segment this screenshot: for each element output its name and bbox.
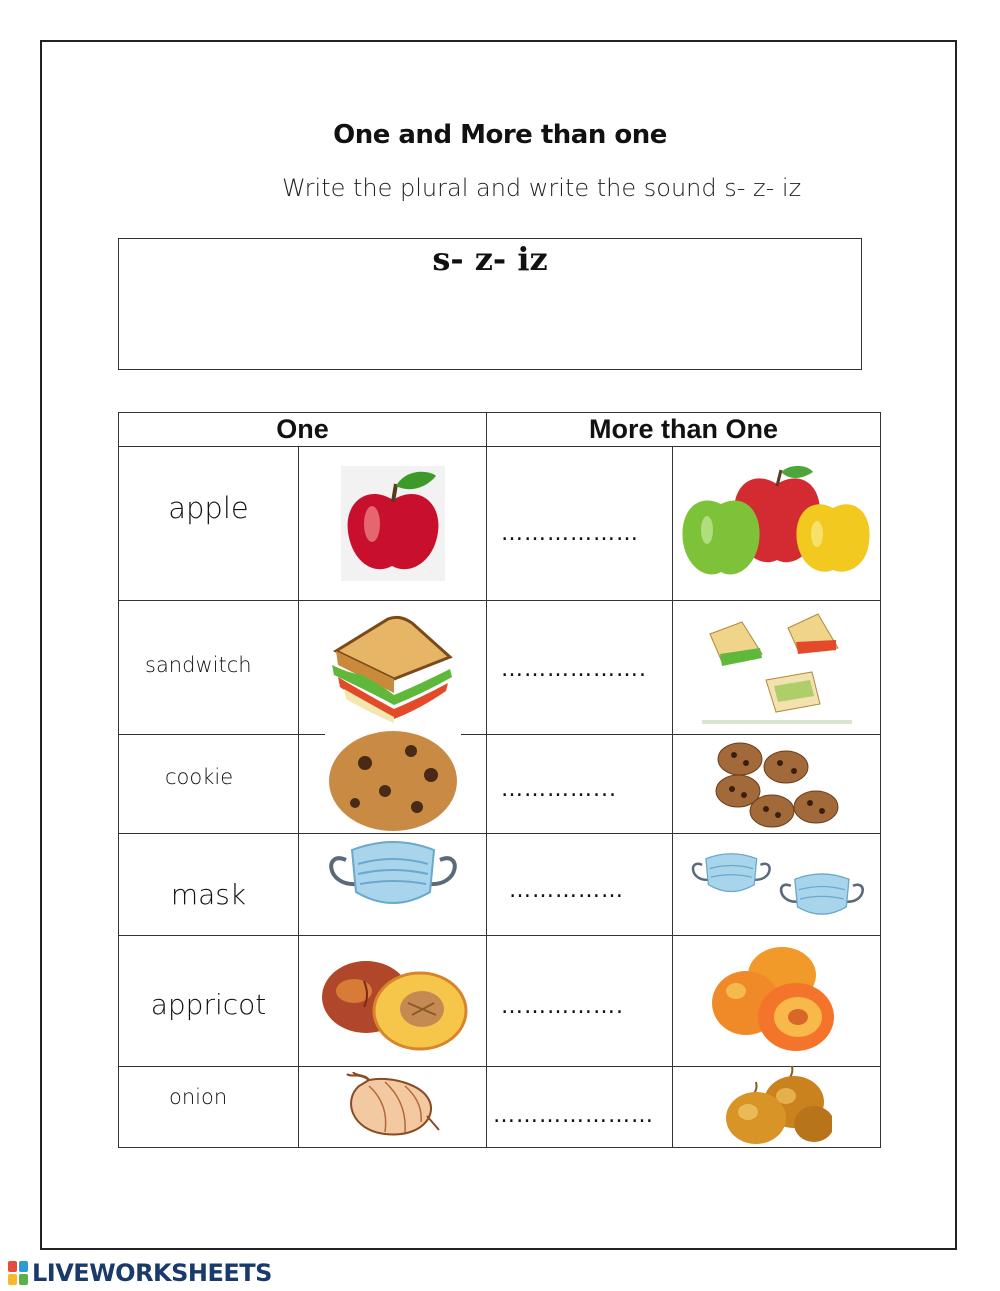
logo-square-2 [19,1261,28,1272]
cookies-icon [712,739,842,829]
header-more-than-one: More than One [487,413,881,447]
logo-square-1 [8,1261,17,1272]
worksheet-instruction: Write the plural and write the sound s- z- iz [282,174,802,202]
plural-table [118,412,881,1148]
masks-icon [687,850,867,920]
footer-brand-text: LIVEWORKSHEETS [32,1259,272,1287]
single-image-cell [299,834,487,936]
word-onion: onion [119,1067,299,1148]
answer-line-apple[interactable]: ……………… [487,447,673,601]
answer-line-cookie[interactable]: …………... [487,735,673,834]
table-row [119,447,881,601]
liveworksheets-logo-icon [8,1261,28,1285]
answer-line-onion[interactable]: ………………… [487,1067,673,1148]
plural-image-cell [673,936,881,1067]
cookie-icon [325,729,461,833]
sandwich-icon [328,613,458,723]
single-image-cell [299,1067,487,1148]
answer-line-appricot[interactable]: ……………. [487,936,673,1067]
apricot-icon [318,951,468,1051]
sound-box-text: s- z- iz [432,240,548,278]
plural-image-cell [673,735,881,834]
table-row [119,601,881,735]
single-image-cell [299,447,487,601]
table-row [119,936,881,1067]
word-appricot: appricot [119,936,299,1067]
single-image-cell [299,735,487,834]
word-cookie: cookie [119,735,299,834]
logo-square-4 [19,1274,28,1285]
answer-line-mask[interactable]: …………… [487,834,673,936]
plural-image-cell [673,1067,881,1148]
table-row [119,1067,881,1148]
single-image-cell [299,936,487,1067]
footer-brand[interactable] [8,1259,272,1287]
answer-line-sandwitch[interactable]: ………………. [487,601,673,735]
worksheet-title: One and More than one [333,120,667,150]
plural-image-cell [673,447,881,601]
word-apple: apple [119,447,299,601]
plural-image-cell [673,834,881,936]
table-header-row [119,413,881,447]
plural-image-cell [673,601,881,735]
onion-icon [345,1072,441,1142]
onions-icon [722,1062,832,1146]
word-mask: mask [119,834,299,936]
sandwiches-icon [702,608,852,728]
apples-icon [677,464,877,584]
logo-square-3 [8,1274,17,1285]
apricots-icon [712,945,842,1057]
table-row [119,834,881,936]
apple-icon [338,466,448,581]
header-one: One [119,413,487,447]
single-image-cell [299,601,487,735]
word-sandwitch: sandwitch [119,601,299,735]
mask-icon [328,836,458,914]
table-row [119,735,881,834]
